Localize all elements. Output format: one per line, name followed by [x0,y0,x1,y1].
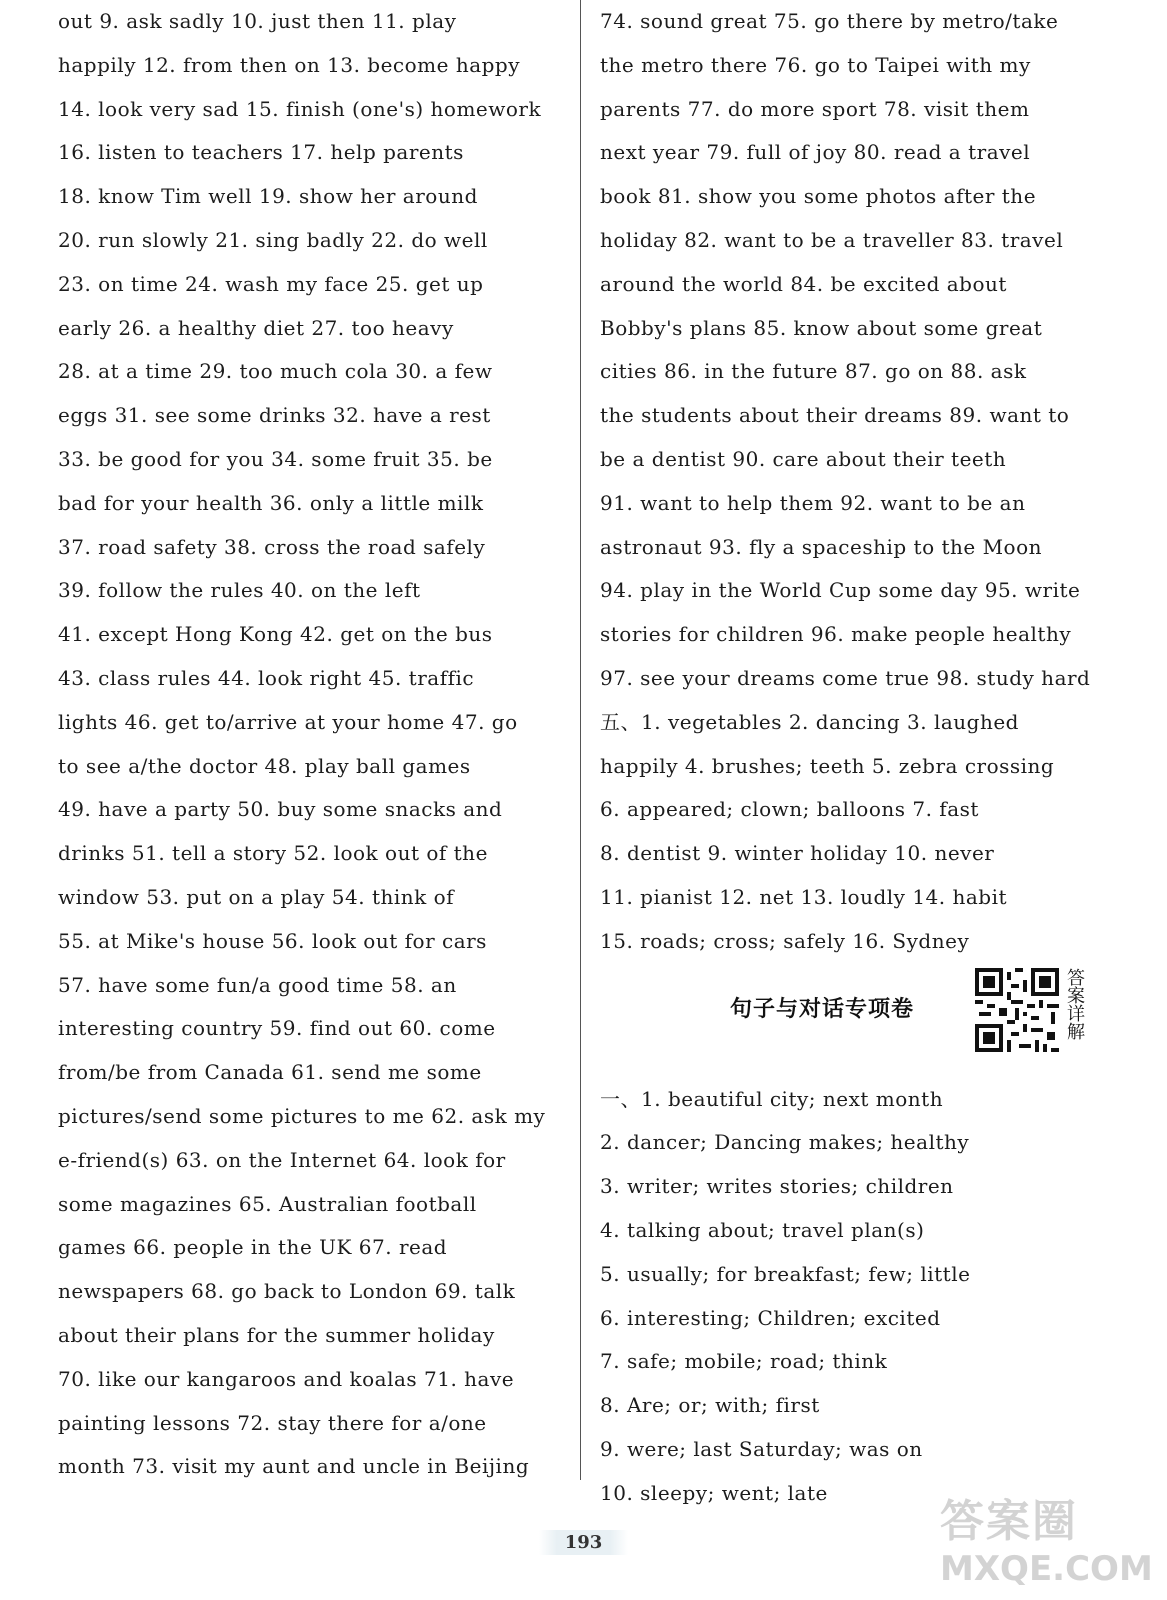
answer-line: happily 4. brushes; teeth 5. zebra crossing [600,753,1055,778]
answer-line: pictures/send some pictures to me 62. ask my [58,1103,546,1128]
answer-line: 10. sleepy; went; late [600,1480,828,1505]
answer-line: 57. have some fun/a good time 58. an [58,972,457,997]
answer-line: newspapers 68. go back to London 69. talk [58,1279,516,1304]
left-column [58,0,558,1489]
answer-line: games 66. people in the UK 67. read [58,1235,448,1260]
answer-line: around the world 84. be excited about [600,271,1007,296]
section-header [600,968,1090,1078]
answer-line: 14. look very sad 15. finish (one's) homework [58,96,542,121]
answer-line: 28. at a time 29. too much cola 30. a few [58,359,493,384]
qr-code-icon[interactable] [975,968,1059,1052]
answer-line: 33. be good for you 34. some fruit 35. be [58,446,493,471]
qr-label: 答案详解 [1064,967,1085,1040]
section-title: 句子与对话专项卷 [730,996,915,1022]
answer-line: some magazines 65. Australian football [58,1191,477,1216]
answer-line: 74. sound great 75. go there by metro/take [600,9,1059,33]
answer-line: drinks 51. tell a story 52. look out of the [58,841,488,866]
column-divider [580,0,581,1480]
answer-line: 39. follow the rules 40. on the left [58,578,421,603]
answer-line: 97. see your dreams come true 98. study hard [600,665,1090,690]
answer-line: bad for your health 36. only a little milk [58,490,484,515]
answer-line: 23. on time 24. wash my face 25. get up [58,271,484,296]
answer-line: early 26. a healthy diet 27. too heavy [58,315,454,340]
answer-line: lights 46. get to/arrive at your home 47. go [58,709,518,734]
answer-line: interesting country 59. find out 60. come [58,1016,496,1041]
answer-line: 2. dancer; Dancing makes; healthy [600,1130,970,1155]
answer-line: 8. Are; or; with; first [600,1393,820,1418]
answer-line: 五、1. vegetables 2. dancing 3. laughed [600,709,1019,734]
answer-line: 37. road safety 38. cross the road safely [58,534,486,559]
page-number: 193 [0,1532,1167,1553]
answer-line: 49. have a party 50. buy some snacks and [58,797,503,822]
answer-line: 55. at Mike's house 56. look out for cars [58,928,487,953]
answer-line: book 81. show you some photos after the [600,184,1037,209]
answer-line: parents 77. do more sport 78. visit them [600,96,1030,121]
answer-line: astronaut 93. fly a spaceship to the Moon [600,534,1043,559]
answer-line: 15. roads; cross; safely 16. Sydney [600,928,970,953]
answer-line: 9. were; last Saturday; was on [600,1436,923,1461]
watermark-text-en: MXQE.COM [940,1549,1153,1589]
answer-line: 20. run slowly 21. sing badly 22. do well [58,227,488,252]
answer-line: 16. listen to teachers 17. help parents [58,140,464,165]
answer-line: 41. except Hong Kong 42. get on the bus [58,622,493,647]
answer-line: next year 79. full of joy 80. read a travel [600,140,1031,165]
answer-line: 6. appeared; clown; balloons 7. fast [600,797,979,822]
answer-line: 4. talking about; travel plan(s) [600,1217,925,1242]
watermark-text-cn: 答案圈 [940,1496,1078,1547]
answer-line: the metro there 76. go to Taipei with my [600,52,1031,77]
answer-line: the students about their dreams 89. want to [600,403,1070,428]
right-answers-part-1 [600,0,1090,964]
answer-line: 70. like our kangaroos and koalas 71. have [58,1366,515,1391]
answer-line: month 73. visit my aunt and uncle in Beijing [58,1454,530,1479]
answer-line: window 53. put on a play 54. think of [58,884,455,909]
answer-line: Bobby's plans 85. know about some great [600,315,1043,340]
answer-line: 91. want to help them 92. want to be an [600,490,1026,515]
answer-line: 一、1. beautiful city; next month [600,1086,944,1111]
answer-line: 5. usually; for breakfast; few; little [600,1261,971,1286]
answer-line: 43. class rules 44. look right 45. traffic [58,665,475,690]
answer-line: 18. know Tim well 19. show her around [58,184,478,209]
answer-line: 94. play in the World Cup some day 95. write [600,578,1081,603]
watermark-logo [940,1495,1153,1595]
answer-line: 7. safe; mobile; road; think [600,1349,888,1374]
answer-line: 6. interesting; Children; excited [600,1305,941,1330]
right-column [600,0,1090,1516]
answer-line: happily 12. from then on 13. become happy [58,52,521,77]
answer-line: painting lessons 72. stay there for a/one [58,1410,487,1435]
answer-line: cities 86. in the future 87. go on 88. ask [600,359,1027,384]
answer-line: from/be from Canada 61. send me some [58,1060,482,1085]
answer-line: 8. dentist 9. winter holiday 10. never [600,841,995,866]
answer-line: e-friend(s) 63. on the Internet 64. look for [58,1147,506,1172]
answer-line: stories for children 96. make people healthy [600,622,1072,647]
answer-line: holiday 82. want to be a traveller 83. travel [600,227,1064,252]
answer-line: eggs 31. see some drinks 32. have a rest [58,403,491,428]
answer-line: out 9. ask sadly 10. just then 11. play [58,9,457,33]
answer-line: 11. pianist 12. net 13. loudly 14. habit [600,884,1008,909]
answer-line: about their plans for the summer holiday [58,1322,495,1347]
right-answers-part-2 [600,1078,1090,1516]
answer-line: be a dentist 90. care about their teeth [600,446,1007,471]
answer-line: 3. writer; writes stories; children [600,1174,954,1199]
answer-line: to see a/the doctor 48. play ball games [58,753,471,778]
